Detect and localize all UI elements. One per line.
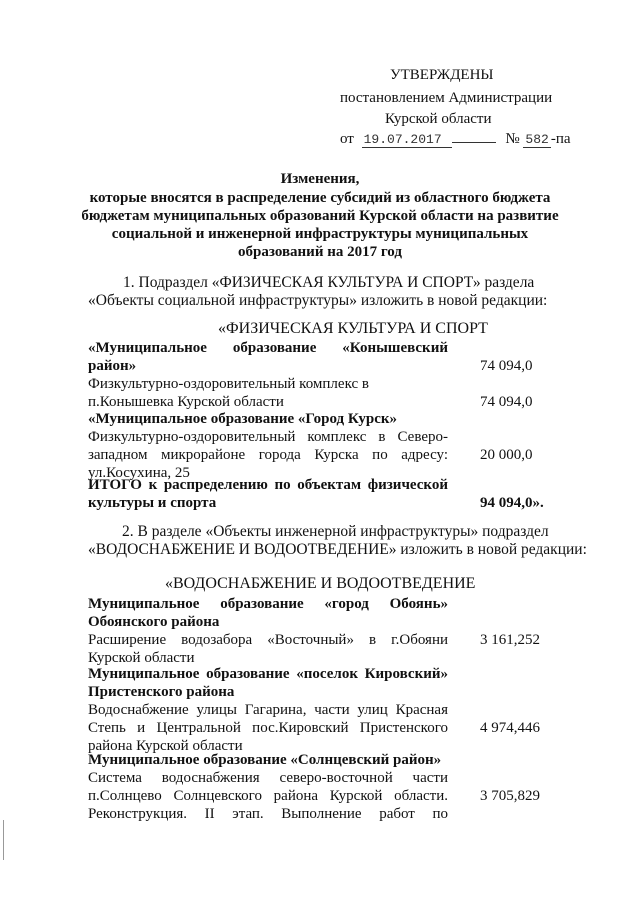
- row-text-line-2: Пристенского района: [88, 684, 235, 700]
- row-text-line-1: Муниципальное образование «город Обоянь»: [88, 596, 448, 612]
- row-value: 94 094,0».: [480, 495, 544, 511]
- approval-date-number: [340, 128, 571, 150]
- date-underline-tail: [452, 142, 496, 143]
- section2-row: [0, 665, 640, 701]
- section1-heading: «ФИЗИЧЕСКАЯ КУЛЬТУРА И СПОРТ: [218, 320, 488, 337]
- row-text-line-2: район»: [88, 358, 137, 374]
- row-text-line-1: «Муниципальное образование «Конышевский: [88, 340, 448, 356]
- title-line-3: бюджетам муниципальных образований Курской области на развитие: [81, 208, 559, 224]
- number-suffix: -па: [550, 131, 571, 147]
- section1-row: [0, 339, 640, 375]
- section2-row: [0, 595, 640, 631]
- row-text-line-1: ИТОГО к распределению по объектам физической: [88, 477, 448, 493]
- section1-row: [0, 410, 640, 428]
- row-value: 3 705,829: [480, 788, 540, 804]
- row-text-line-1: Система водоснабжения северо-восточной части: [88, 770, 448, 786]
- row-text-line-3: ул.Косухина, 25: [88, 465, 190, 481]
- row-value: 4 974,446: [480, 720, 540, 736]
- row-text-line-3: Реконструкция. II этап. Выполнение работ по: [88, 806, 448, 822]
- row-text-line-1: Расширение водозабора «Восточный» в г.Обояни: [88, 632, 448, 648]
- row-text-line-2: Обоянского района: [88, 614, 220, 630]
- row-text-line-1: Водоснабжение улицы Гагарина, части улиц Красная: [88, 702, 448, 718]
- number-prefix: №: [505, 131, 520, 147]
- title-line-1: Изменения,: [280, 171, 360, 187]
- row-text-line-2: западном микрорайоне города Курска по адресу:: [88, 447, 448, 463]
- row-text-line-2: Курской области: [88, 650, 195, 666]
- row-value: 3 161,252: [480, 632, 540, 648]
- section2-row: [0, 769, 640, 823]
- section2-row: [0, 751, 640, 769]
- item1-line-1: 1. Подраздел «ФИЗИЧЕСКАЯ КУЛЬТУРА И СПОРТ» раздела: [123, 274, 535, 291]
- number-value: 582: [525, 132, 549, 147]
- row-value: 20 000,0: [480, 447, 533, 463]
- row-text-line-2: культуры и спорта: [88, 495, 217, 511]
- date-prefix: от: [340, 131, 354, 147]
- title-line-2: которые вносятся в распределение субсидий из областного бюджета: [89, 190, 551, 206]
- item1-line-2: «Объекты социальной инфраструктуры» изложить в новой редакции:: [88, 292, 548, 309]
- row-value: 74 094,0: [480, 358, 533, 374]
- section1-total-row: [0, 476, 640, 512]
- row-value: 74 094,0: [480, 394, 533, 410]
- row-text-line-2: п.Солнцево Солнцевского района Курской области.: [88, 788, 448, 804]
- approval-heading: УТВЕРЖДЕНЫ: [390, 67, 494, 83]
- item2-line-2: «ВОДОСНАБЖЕНИЕ И ВОДООТВЕДЕНИЕ» изложить в новой редакции:: [88, 541, 587, 558]
- approval-authority: постановлением Администрации: [340, 90, 553, 106]
- section2-heading: «ВОДОСНАБЖЕНИЕ И ВОДООТВЕДЕНИЕ: [165, 575, 476, 592]
- section1-row: [0, 375, 640, 411]
- approval-region: Курской области: [385, 111, 492, 127]
- row-text-line-2: Степь и Центральной пос.Кировский Пристенского: [88, 720, 448, 736]
- row-text-line-3: района Курской области: [88, 738, 243, 754]
- title-line-5: образований на 2017 год: [238, 244, 402, 260]
- section2-row: [0, 701, 640, 755]
- scan-margin-mark: [3, 820, 4, 860]
- section2-row: [0, 631, 640, 667]
- section1-row: [0, 428, 640, 482]
- row-text-line-1: Муниципальное образование «Солнцевский район»: [88, 752, 442, 768]
- row-text-line-1: Физкультурно-оздоровительный комплекс в: [88, 376, 369, 392]
- row-text-line-1: Физкультурно-оздоровительный комплекс в Северо-: [88, 429, 448, 445]
- title-line-4: социальной и инженерной инфраструктуры муниципальных: [111, 226, 529, 242]
- row-text-line-1: «Муниципальное образование «Город Курск»: [88, 411, 398, 427]
- date-value: 19.07.2017: [362, 133, 452, 148]
- row-text-line-2: п.Конышевка Курской области: [88, 394, 284, 410]
- row-text-line-1: Муниципальное образование «поселок Кировский»: [88, 666, 448, 682]
- item2-line-1: 2. В разделе «Объекты инженерной инфраструктуры» подраздел: [122, 523, 549, 540]
